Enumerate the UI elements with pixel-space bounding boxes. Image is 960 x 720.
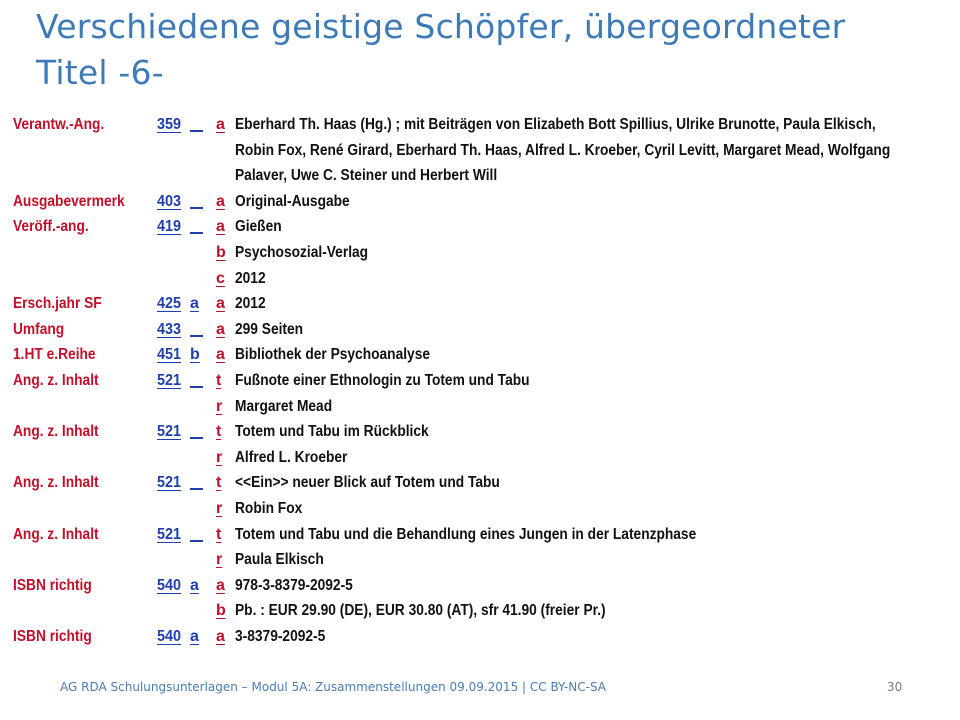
- record-row: [0, 291, 960, 316]
- record-row: [0, 470, 960, 495]
- field-value: 299 Seiten: [235, 320, 304, 338]
- field-value: 2012: [235, 269, 266, 287]
- field-value: Psychosozial-Verlag: [235, 244, 369, 261]
- record-row: [0, 214, 960, 239]
- field-value: Totem und Tabu im Rückblick: [235, 423, 429, 441]
- blank-indicator-underline: [190, 522, 203, 542]
- slide-footer: AG RDA Schulungsunterlagen – Modul 5A: Zusammenstellungen 09.09.2015 | CC BY-NC-SA: [60, 680, 606, 694]
- field-label: Ang. z. Inhalt: [13, 474, 99, 492]
- field-tag-link[interactable]: 540: [157, 576, 182, 594]
- record-row: [0, 317, 960, 342]
- field-label: Ang. z. Inhalt: [13, 423, 99, 441]
- field-tag-link[interactable]: 403: [157, 192, 182, 210]
- subfield-code-link[interactable]: r: [216, 448, 223, 466]
- field-tag-link[interactable]: 521: [157, 423, 182, 441]
- record-row: [0, 394, 960, 419]
- record-row: [0, 368, 960, 393]
- record-row: [0, 573, 960, 598]
- blank-indicator-underline: [190, 214, 203, 234]
- blank-indicator-underline: [190, 419, 203, 439]
- subfield-code-link[interactable]: t: [216, 423, 222, 441]
- slide-title-line-2: Titel -6-: [36, 53, 164, 92]
- catalog-record: [0, 112, 960, 657]
- subfield-code-link[interactable]: r: [216, 551, 223, 569]
- subfield-code-link[interactable]: a: [216, 295, 225, 313]
- record-row: [0, 598, 960, 623]
- field-label: Ersch.jahr SF: [13, 295, 102, 313]
- record-row: [0, 112, 960, 137]
- field-indicator-link[interactable]: a: [190, 576, 199, 594]
- field-tag-link[interactable]: 451: [157, 346, 182, 364]
- field-value: Paula Elkisch: [235, 551, 324, 569]
- field-label: ISBN richtig: [13, 628, 92, 645]
- subfield-code-link[interactable]: t: [216, 474, 222, 492]
- subfield-code-link[interactable]: a: [216, 116, 225, 133]
- field-label: Ausgabevermerk: [13, 192, 125, 210]
- record-row: [0, 189, 960, 214]
- subfield-code-link[interactable]: b: [216, 244, 226, 261]
- subfield-code-link[interactable]: a: [216, 346, 225, 364]
- field-value: Totem und Tabu und die Behandlung eines Jungen in der Latenzphase: [235, 525, 697, 543]
- field-indicator-link[interactable]: a: [190, 295, 199, 313]
- slide-title-line-1: Verschiedene geistige Schöpfer, übergeordneter: [36, 7, 846, 46]
- field-indicator-link[interactable]: a: [190, 628, 199, 645]
- subfield-code-link[interactable]: r: [216, 500, 223, 517]
- subfield-code-link[interactable]: t: [216, 525, 222, 543]
- field-value: 2012: [235, 295, 266, 313]
- field-value: Fußnote einer Ethnologin zu Totem und Tabu: [235, 372, 530, 389]
- field-value: Original-Ausgabe: [235, 192, 350, 210]
- record-row: [0, 522, 960, 547]
- field-tag-link[interactable]: 433: [157, 320, 182, 338]
- record-row: [0, 342, 960, 367]
- record-row: [0, 138, 960, 163]
- field-label: Ang. z. Inhalt: [13, 372, 99, 389]
- blank-indicator-underline: [190, 112, 203, 132]
- field-tag-link[interactable]: 425: [157, 295, 182, 313]
- field-indicator-link[interactable]: b: [190, 346, 200, 364]
- field-value: Bibliothek der Psychoanalyse: [235, 346, 431, 364]
- record-row: [0, 240, 960, 265]
- field-tag-link[interactable]: 359: [157, 116, 182, 133]
- blank-indicator-underline: [190, 317, 203, 337]
- field-value: Eberhard Th. Haas (Hg.) ; mit Beiträgen von Elizabeth Bott Spillius, Ulrike Brunotte, Paula Elkisch,: [235, 116, 876, 133]
- field-label: 1.HT e.Reihe: [13, 346, 96, 364]
- record-row: [0, 445, 960, 470]
- field-value: Gießen: [235, 218, 282, 236]
- subfield-code-link[interactable]: t: [216, 372, 222, 389]
- field-value: 3-8379-2092-5: [235, 628, 326, 645]
- field-tag-link[interactable]: 521: [157, 372, 182, 389]
- record-row: [0, 419, 960, 444]
- record-row: [0, 624, 960, 649]
- blank-indicator-underline: [190, 470, 203, 490]
- field-tag-link[interactable]: 521: [157, 525, 182, 543]
- subfield-code-link[interactable]: c: [216, 269, 225, 287]
- record-row: [0, 163, 960, 188]
- field-value: Alfred L. Kroeber: [235, 448, 348, 466]
- record-row: [0, 496, 960, 521]
- blank-indicator-underline: [190, 368, 203, 388]
- record-row: [0, 547, 960, 572]
- field-label: Veröff.-ang.: [13, 218, 89, 236]
- field-value: Palaver, Uwe C. Steiner und Herbert Will: [235, 167, 498, 185]
- field-label: Verantw.-Ang.: [13, 116, 105, 133]
- subfield-code-link[interactable]: a: [216, 192, 225, 210]
- field-tag-link[interactable]: 521: [157, 474, 182, 492]
- field-tag-link[interactable]: 540: [157, 628, 182, 645]
- slide-title: [36, 4, 936, 96]
- record-row: [0, 266, 960, 291]
- subfield-code-link[interactable]: b: [216, 602, 226, 620]
- field-value: Robin Fox: [235, 500, 303, 517]
- field-tag-link[interactable]: 419: [157, 218, 182, 236]
- field-value: Margaret Mead: [235, 397, 333, 415]
- blank-indicator-underline: [190, 189, 203, 209]
- subfield-code-link[interactable]: a: [216, 628, 225, 645]
- subfield-code-link[interactable]: a: [216, 218, 225, 236]
- field-label: Umfang: [13, 320, 65, 338]
- field-value: Pb. : EUR 29.90 (DE), EUR 30.80 (AT), sfr 41.90 (freier Pr.): [235, 602, 606, 620]
- field-label: ISBN richtig: [13, 576, 92, 594]
- field-value: <<Ein>> neuer Blick auf Totem und Tabu: [235, 474, 500, 492]
- subfield-code-link[interactable]: a: [216, 576, 225, 594]
- field-label: Ang. z. Inhalt: [13, 525, 99, 543]
- field-value: 978-3-8379-2092-5: [235, 576, 353, 594]
- page-number: 30: [887, 680, 903, 694]
- subfield-code-link[interactable]: a: [216, 320, 225, 338]
- subfield-code-link[interactable]: r: [216, 397, 223, 415]
- field-value: Robin Fox, René Girard, Eberhard Th. Haas, Alfred L. Kroeber, Cyril Levitt, Margaret Mead, Wolfgang: [235, 141, 891, 159]
